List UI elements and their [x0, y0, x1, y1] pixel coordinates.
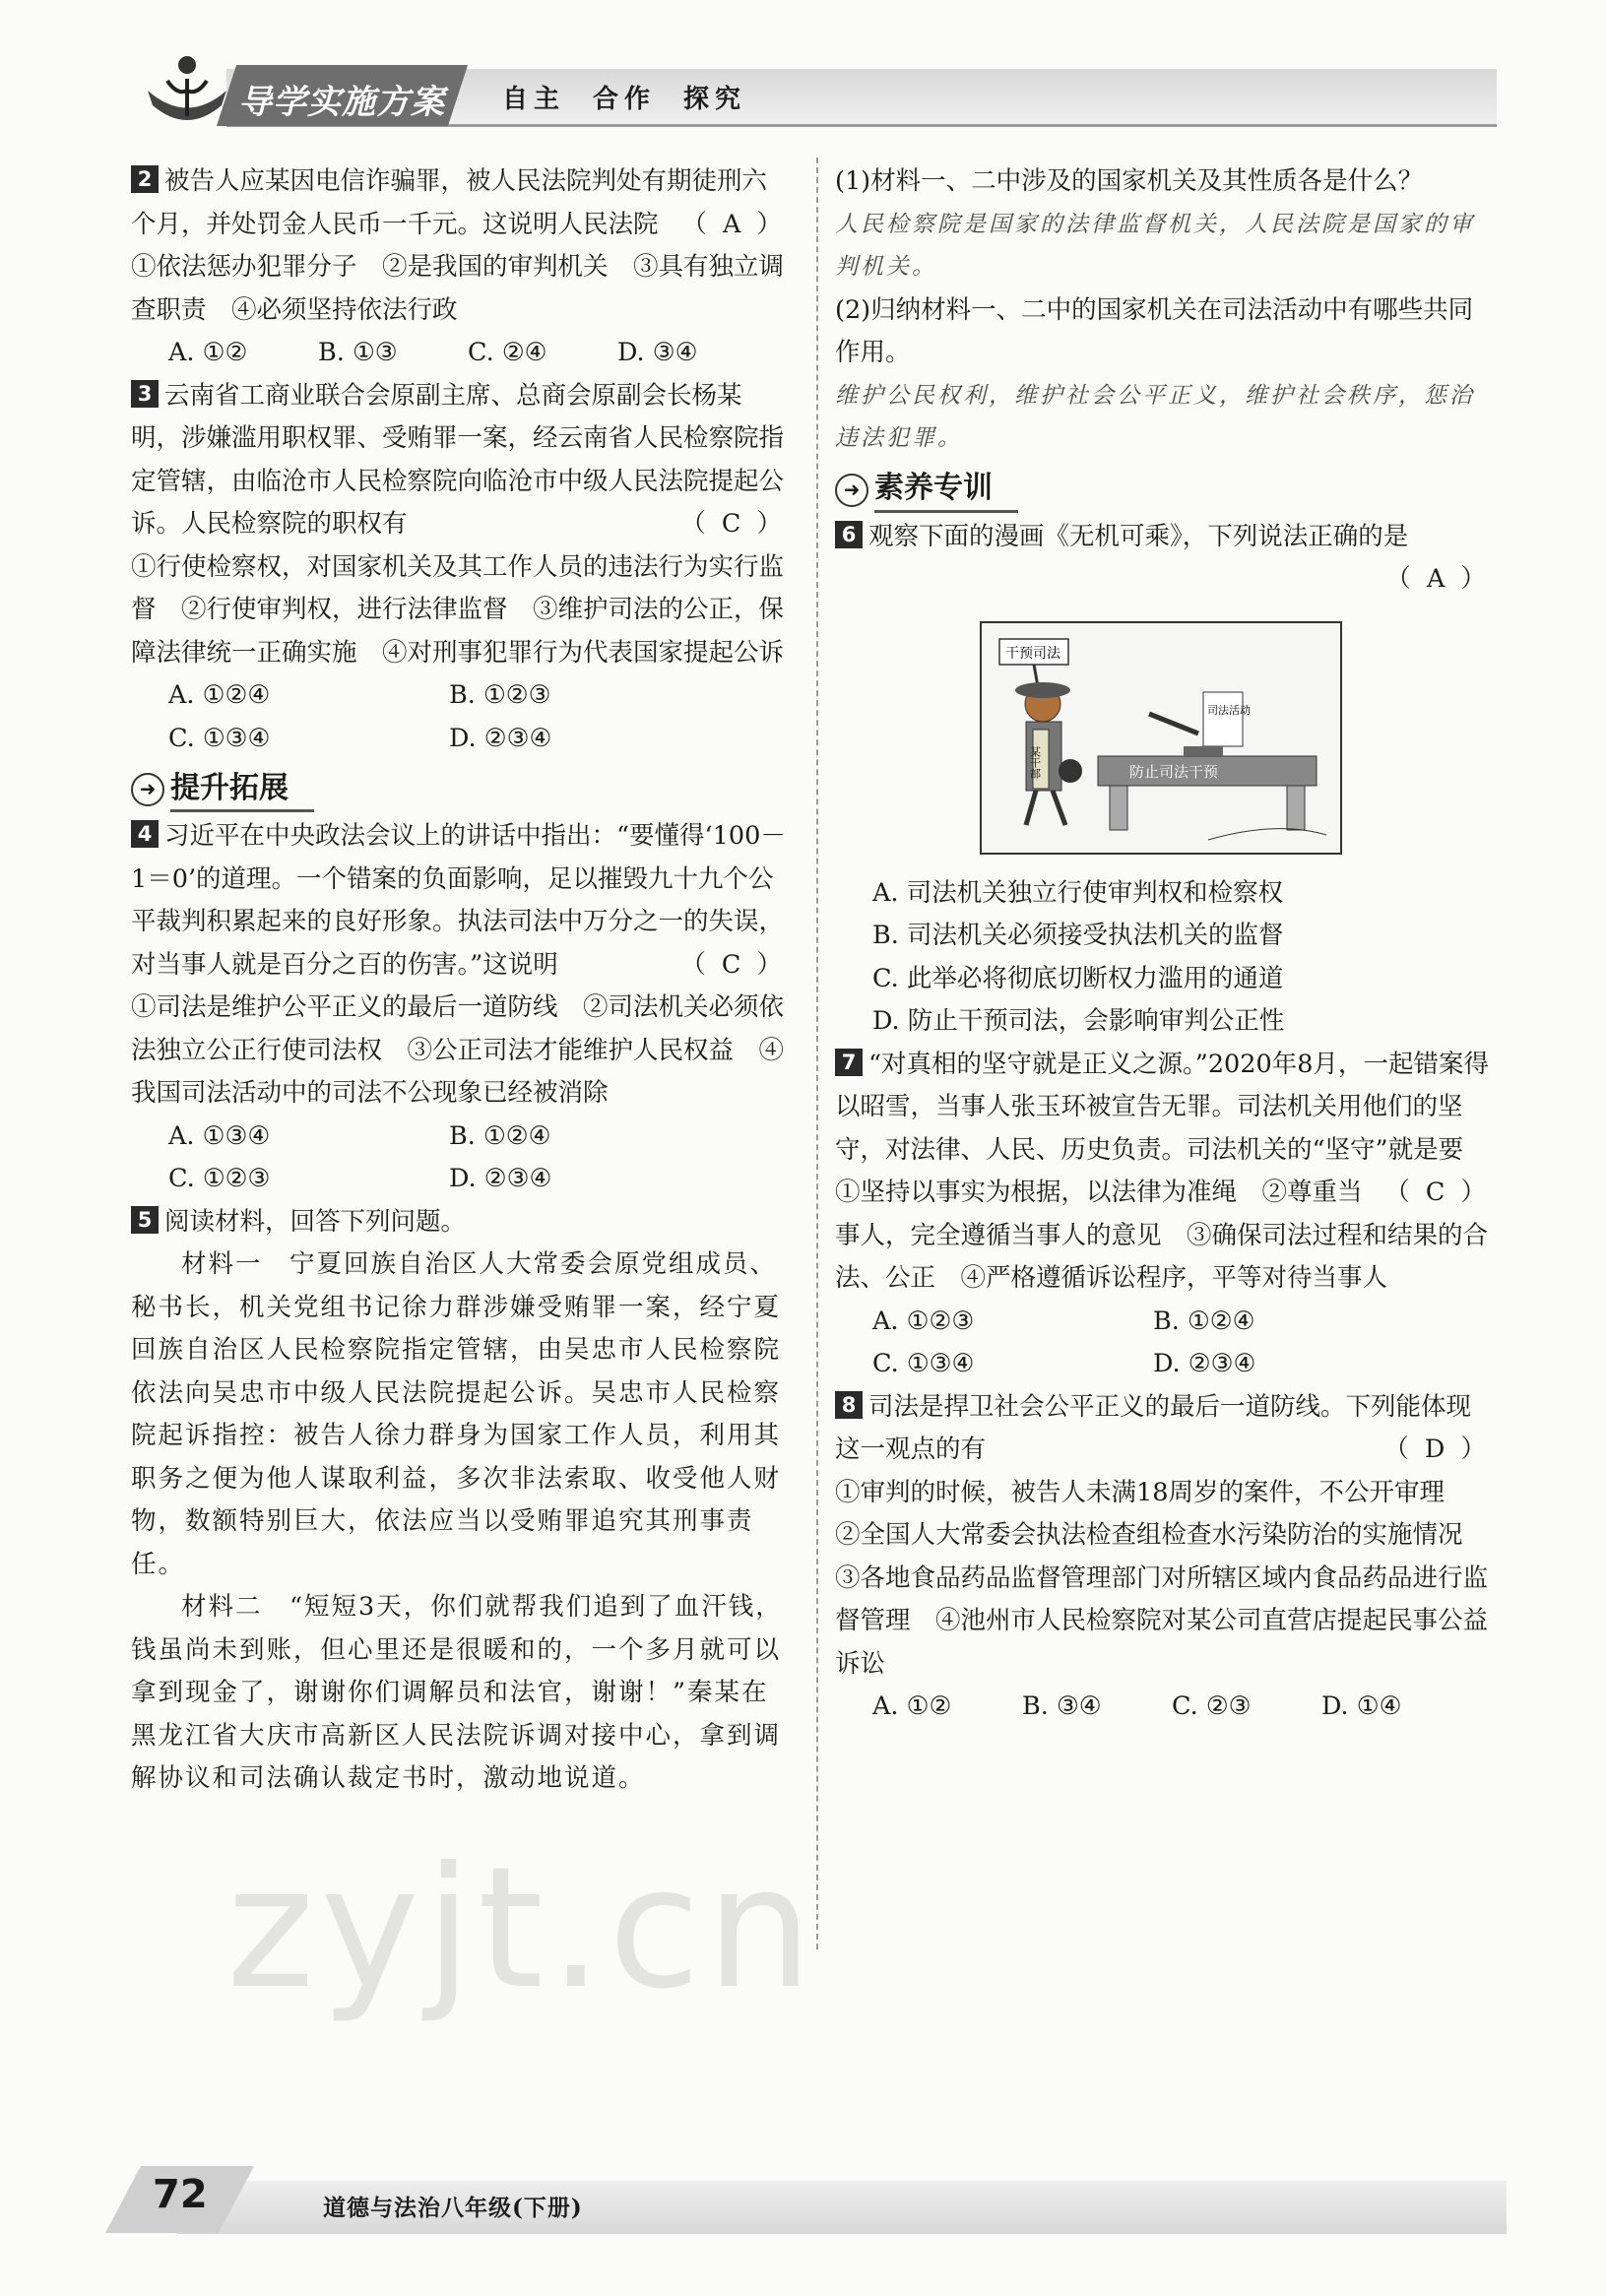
book-logo-icon	[138, 51, 236, 130]
question-stem: 观察下面的漫画《无机可乘》，下列说法正确的是	[868, 521, 1409, 551]
question-number: 6	[835, 521, 863, 548]
option: A. 司法机关独立行使审判权和检察权	[872, 877, 1284, 908]
option: C. ②③	[1172, 1691, 1252, 1721]
header-tag: 探究	[683, 85, 747, 114]
question-number: 3	[131, 380, 159, 408]
cartoon-desk-text: 防止司法干预	[1129, 762, 1219, 781]
cartoon-sign-text: 干预司法	[1005, 645, 1060, 662]
option: B. ①③	[318, 338, 398, 367]
option: B. ①②③	[449, 680, 551, 710]
sub-question-1: (1)材料一、二中涉及的国家机关及其性质各是什么？	[835, 166, 1424, 196]
option: B. ①②④	[449, 1120, 551, 1151]
statements: ①行使检察权，对国家机关及其工作人员的违法行为实行监督 ②行使审判权，进行法律监督 ③维护司法的公正，保障法律统一正确实施 ④对刑事犯罪行为代表国家提起公诉	[131, 551, 785, 668]
question-number: 2	[131, 165, 159, 193]
option: A. ①②	[168, 338, 248, 367]
question-stem: 司法是捍卫社会公平正义的最后一道防线。下列能体现这一观点的有	[835, 1391, 1472, 1464]
question-4	[131, 815, 786, 1201]
page-number: 72	[153, 2172, 208, 2217]
option: C. ①③④	[872, 1349, 975, 1378]
right-column	[835, 160, 1490, 1729]
option: A. ①②	[872, 1691, 952, 1721]
answer-line	[835, 558, 1490, 602]
option: C. ②④	[468, 338, 547, 367]
header-title: 导学实施方案	[238, 83, 445, 122]
header-tags	[502, 79, 774, 115]
sub-question-2: (2)归纳材料一、二中的国家机关在司法活动中有哪些共同作用。	[835, 294, 1474, 367]
answer: （ C ）	[1384, 1178, 1490, 1207]
option: A. ①②④	[168, 680, 271, 710]
question-number: 7	[835, 1049, 863, 1076]
options	[131, 1116, 786, 1201]
option: A. ①③④	[168, 1120, 271, 1151]
question-stem: 阅读材料，回答下列问题。	[164, 1206, 467, 1237]
question-stem: 习近平在中央政法会议上的讲话中指出：“要懂得‘100－1＝0’的道理。一个错案的负面影响，足以摧毁九十九个公平裁判积累起来的良好形象。执法司法中万分之一的失误，对当事人就是百分之百的伤害。”这说明	[131, 821, 786, 980]
handwritten-answer-1: 人民检察院是国家的法律监督机关，人民法院是国家的审判机关。	[835, 211, 1475, 280]
answer: （ A ）	[681, 209, 786, 239]
options	[131, 332, 786, 375]
cartoon-badge-text: 某干部	[1028, 745, 1042, 779]
question-stem: 云南省工商业联合会原副主席、总商会原副会长杨某明，涉嫌滥用职权罪、受贿罪一案，经云南省人民检察院指定管辖，由临沧市人民检察院向临沧市中级人民法院提起公诉。人民检察院的职权有	[131, 380, 785, 539]
statements: ①依法惩办犯罪分子 ②是我国的审判机关 ③具有独立调查职责 ④必须坚持依法行政	[131, 252, 785, 325]
book-title: 道德与法治八年级(下册)	[323, 2195, 583, 2221]
question-number: 5	[131, 1206, 159, 1234]
statements: ①审判的时候，被告人未满18周岁的案件，不公开审理 ②全国人大常委会执法检查组检查水污染防治的实施情况 ③各地食品药品监督管理部门对所辖区域内食品药品进行监督管理 ④池州市人民检察院对某公司直营店提起民事公益诉讼	[835, 1477, 1489, 1679]
section-title: 素养专训	[874, 467, 1018, 513]
section-title: 提升拓展	[170, 767, 314, 813]
option: C. ①②③	[168, 1164, 271, 1193]
arrow-right-icon: ➜	[835, 474, 868, 507]
material-one: 材料一 宁夏回族自治区人大常委会原党组成员、秘书长，机关党组书记徐力群涉嫌受贿罪一案，经宁夏回族自治区人民检察院指定管辖，由吴忠市人民检察院依法向吴忠市中级人民法院提起公诉。吴忠市人民检察院起诉指控：被告人徐力群身为国家工作人员，利用其职务之便为他人谋取利益，多次非法索取、收受他人财物，数额特别巨大，依法应当以受贿罪追究其刑事责任。	[131, 1249, 782, 1579]
option: D. ②③④	[1153, 1349, 1256, 1378]
answer: （ A ）	[1385, 564, 1490, 594]
left-column	[131, 160, 786, 1801]
option: D. ②③④	[449, 1164, 552, 1193]
section-heading	[835, 469, 1490, 512]
statements: ①司法是维护公平正义的最后一道防线 ②司法机关必须依法独立公正行使司法权 ③公正司法才能维护人民权益 ④我国司法活动中的司法不公现象已经被消除	[131, 992, 785, 1108]
options	[835, 1301, 1490, 1386]
answer: （ C ）	[680, 949, 786, 980]
material-two: 材料二 “短短3天，你们就帮我们追到了血汗钱，钱虽尚未到账，但心里还是很暖和的，一个多月就可以拿到现金了，谢谢你们调解员和法官，谢谢！”秦某在黑龙江省大庆市高新区人民法院诉调对接中心，拿到调解协议和司法确认裁定书时，激动地说道。	[131, 1592, 783, 1793]
arrow-right-icon: ➜	[131, 773, 164, 806]
question-number: 8	[835, 1391, 863, 1419]
option: D. ③④	[617, 338, 698, 367]
question-stem: “对真相的坚守就是正义之源。”2020年8月，一起错案得以昭雪，当事人张玉环被宣告无罪。司法机关用他们的坚守，对法律、人民、历史负责。司法机关的“坚守”就是要	[835, 1049, 1489, 1165]
option: B. ①②④	[1153, 1306, 1255, 1336]
question-5	[131, 1201, 786, 1801]
column-divider	[816, 158, 818, 1949]
header-tag: 合作	[593, 85, 657, 114]
section-heading	[131, 768, 786, 811]
option: C. 此举必将彻底切断权力滥用的通道	[872, 963, 1284, 993]
answer: （ C ）	[680, 509, 786, 539]
option: B. 司法机关必须接受执法机关的监督	[872, 921, 1284, 950]
option: D. 防止干预司法，会影响审判公正性	[872, 1006, 1285, 1036]
header-tag: 自主	[502, 85, 566, 114]
question-7	[835, 1044, 1490, 1386]
question-3	[131, 375, 786, 761]
question-8	[835, 1386, 1490, 1729]
question-2	[131, 160, 786, 375]
question-stem: 被告人应某因电信诈骗罪，被人民法院判处有期徒刑六个月，并处罚金人民币一千元。这说明人民法院	[131, 166, 768, 239]
handwritten-answer-2: 维护公民权利，维护社会公平正义，维护社会秩序，惩治违法犯罪。	[835, 382, 1475, 451]
cartoon-image	[980, 621, 1342, 855]
cartoon-drawing	[982, 623, 1340, 853]
options	[131, 674, 786, 760]
options	[835, 1686, 1490, 1729]
answer: （ D ）	[1383, 1435, 1490, 1464]
option: D. ①④	[1321, 1691, 1402, 1721]
option: B. ③④	[1022, 1691, 1102, 1721]
watermark: zyjt.cn	[226, 1831, 818, 2026]
option: D. ②③④	[449, 723, 552, 753]
question-number: 4	[131, 820, 159, 848]
statements: ①坚持以事实为根据，以法律为准绳 ②尊重当事人，完全遵循当事人的意见 ③确保司法过程和结果的合法、公正 ④严格遵循诉讼程序，平等对待当事人	[835, 1178, 1489, 1293]
question-6	[835, 516, 1490, 1044]
option: A. ①②③	[872, 1306, 975, 1336]
options	[835, 872, 1490, 1044]
option: C. ①③④	[168, 723, 271, 753]
cartoon-paper-text: 司法活动	[1207, 703, 1251, 717]
